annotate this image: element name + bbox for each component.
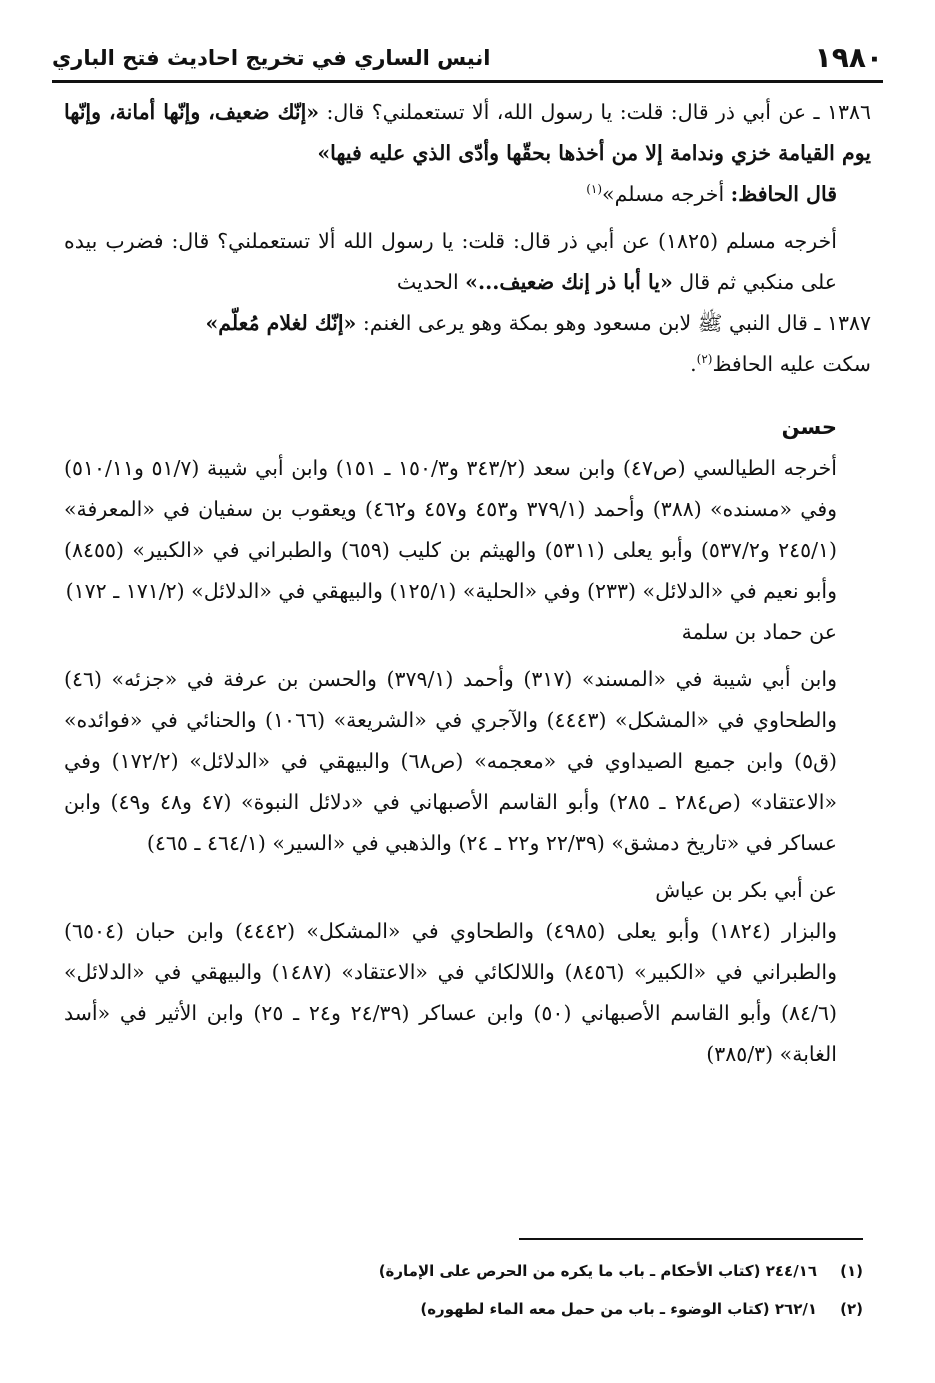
footnote-text: ٢٦٢/١ (كتاب الوضوء ـ باب من حمل معه الماء لطهوره): [420, 1300, 817, 1318]
page-body: [64, 92, 871, 1075]
takhrij-quote: «يا أبا ذر إنك ضعيف...»: [465, 270, 673, 294]
page-header: [52, 30, 883, 78]
via-narrator-1: عن حماد بن سلمة: [681, 620, 837, 644]
entry-number: ١٣٨٦: [826, 100, 871, 124]
hadith-text: «إنّك ضعيف، وإنّها أمانة، وإنّها يوم القيامة خزي وندامة إلا من أخذها بحقّها وأدّى الذي عليه فيها»: [64, 100, 871, 165]
entry-intro: ـ قال النبي ﷺ لابن مسعود وهو بمكة وهو يرعى الغنم:: [356, 311, 821, 335]
running-title: انيس الساري في تخريج احاديث فتح الباري: [52, 46, 491, 70]
hadith-entry-1386: [64, 92, 871, 174]
footnote-ref[interactable]: (١): [586, 182, 603, 197]
hafiz-label: قال الحافظ:: [730, 182, 837, 206]
takhrij-text: أخرجه مسلم (١٨٢٥) عن أبي ذر قال: قلت: يا رسول الله ألا تستعملني؟ قال: فضرب بيده على منكبي ثم قال: [64, 229, 837, 294]
footnotes: [64, 1252, 863, 1328]
hafiz-statement: [64, 174, 871, 215]
page-number: ١٩٨٠: [814, 41, 883, 74]
silence-text: سكت عليه الحافظ: [712, 352, 871, 376]
takhrij-paragraph: [64, 221, 871, 303]
via-narrator-2: عن أبي بكر بن عياش: [655, 878, 837, 902]
silence-end: .: [690, 352, 697, 376]
footnote-item: [64, 1290, 863, 1328]
hadith-entry-1387: [64, 303, 871, 344]
footnote-ref[interactable]: (٢): [696, 352, 713, 367]
entry-intro: ـ عن أبي ذر قال: قلت: يا رسول الله، ألا تستعملني؟ قال:: [319, 100, 820, 124]
hafiz-silence: [64, 344, 871, 385]
grade-heading: حسن: [781, 415, 837, 439]
footnote-separator: [519, 1238, 863, 1240]
takhrij-paragraph-3: والبزار (١٨٢٤) وأبو يعلى (٤٩٨٥) والطحاوي في «المشكل» (٤٤٤٢) وابن حبان (٦٥٠٤) والطبراني في «الكبير» (٨٤٥٦) واللالكائي في «الاعتقاد» (١٤٨٧) والبيهقي في «الدلائل» (٨٤/٦) وأبو القاسم الأصبهاني (٥٠) وابن عساكر (٢٤/٣٩ و٢٤ ـ ٢٥) وابن الأثير في «أسد الغابة» (٣٨٥/٣): [64, 919, 838, 1066]
takhrij-paragraph-2: وابن أبي شيبة في «المسند» (٣١٧) وأحمد (٣٧٩/١) والحسن بن عرفة في «جزئه» (٤٦) والطحاوي في «المشكل» (٤٤٤٣) والآجري في «الشريعة» (١٠٦٦) والحنائي في «فوائده» (ق٥) وابن جميع الصيداوي في «معجمه» (ص٦٨) والبيهقي في «الدلائل» (١٧٢/٢) وفي «الاعتقاد» (ص٢٨٤ ـ ٢٨٥) وأبو القاسم الأصبهاني في «دلائل النبوة» (٤٧ و٤٨ و٤٩) وابن عساكر في «تاريخ دمشق» (٢٢/٣٩ و٢٢ ـ ٢٤) والذهبي في «السير» (٤٦٤/١ ـ ٤٦٥): [64, 667, 838, 855]
footnote-item: [64, 1252, 863, 1290]
hafiz-text: أخرجه مسلم»: [602, 182, 731, 206]
entry-number: ١٣٨٧: [826, 311, 871, 335]
takhrij-paragraph-1: أخرجه الطيالسي (ص٤٧) وابن سعد (٣٤٣/٢ و١٥٠/٣ ـ ١٥١) وابن أبي شيبة (٥١/٧ و٥١٠/١١) وفي «مسنده» (٣٨٨) وأحمد (٣٧٩/١ و٤٥٣ و٤٥٧ و٤٦٢) ويعقوب بن سفيان في «المعرفة» (٢٤٥/١ و٥٣٧/٢) وأبو يعلى (٥٣١١) والهيثم بن كليب (٦٥٩) والطبراني في «الكبير» (٨٤٥٥) وأبو نعيم في «الدلائل» (٢٣٣) وفي «الحلية» (١٢٥/١) والبيهقي في «الدلائل» (١٧١/٢ ـ ١٧٢): [64, 456, 838, 603]
takhrij-end: الحديث: [396, 270, 466, 294]
footnote-text: ٢٤٤/١٦ (كتاب الأحكام ـ باب ما يكره من الحرص على الإمارة): [378, 1262, 817, 1280]
footnote-marker: (١): [840, 1262, 863, 1280]
hadith-text: «إنّك لغلام مُعلّم»: [205, 311, 357, 335]
footnote-marker: (٢): [840, 1300, 863, 1318]
header-rule: [52, 80, 883, 83]
